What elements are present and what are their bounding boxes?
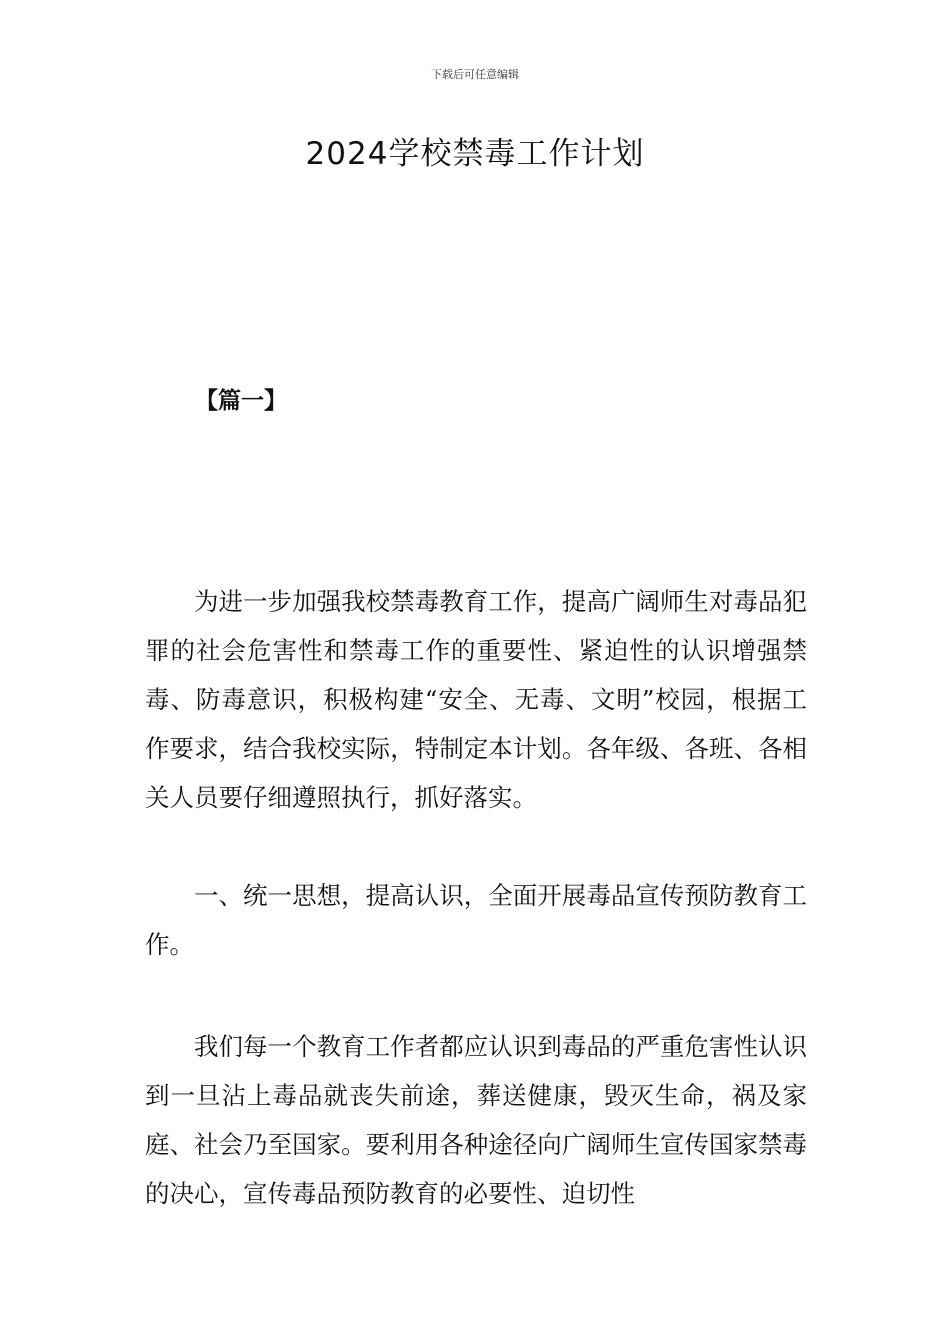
document-title: 2024学校禁毒工作计划 — [305, 136, 645, 172]
paragraph-intro: 为进一步加强我校禁毒教育工作，提高广阔师生对毒品犯罪的社会危害性和禁毒工作的重要性、紧迫性的认识增强禁毒、防毒意识，积极构建“安全、无毒、文明”校园，根据工作要求，结合我校实际，特制定本计划。各年级、各班、各相关人员要仔细遵照执行，抓好落实。 — [145, 587, 807, 812]
paragraph-body: 我们每一个教育工作者都应认识到毒品的严重危害性认识到一旦沾上毒品就丧失前途，葬送健康，毁灭生命，祸及家庭、社会乃至国家。要利用各种途径向广阔师生宣传国家禁毒的决心，宣传毒品预防教育的必要性、迫切性 — [145, 1032, 807, 1208]
section-label: 【篇一】 — [195, 388, 287, 414]
download-note: 下载后可任意编辑 — [431, 68, 519, 81]
paragraph-heading-one: 一、统一思想，提高认识，全面开展毒品宣传预防教育工作。 — [145, 881, 807, 959]
